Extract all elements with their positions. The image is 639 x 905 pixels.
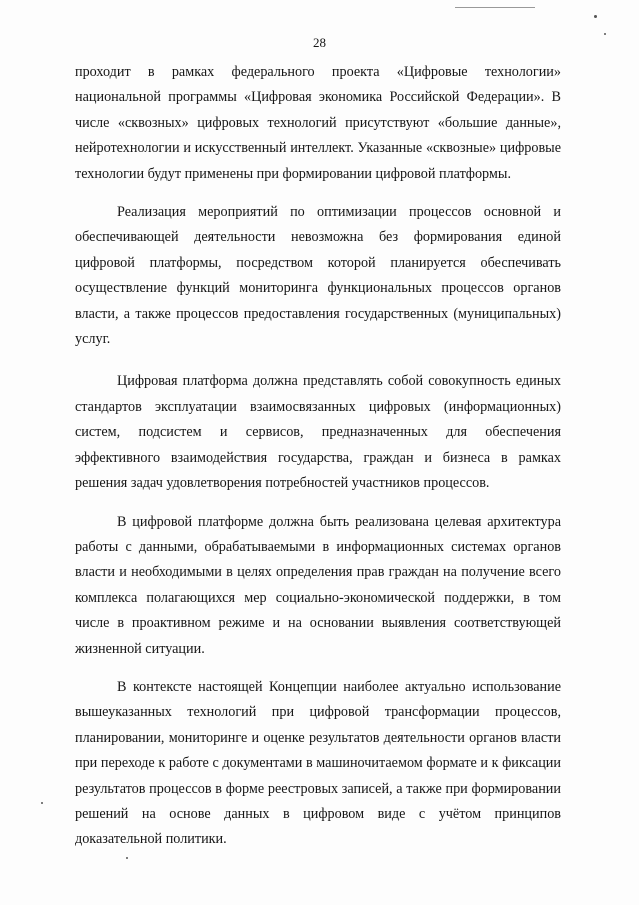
document-body (75, 60, 561, 853)
scan-mark-top (455, 7, 535, 8)
paragraph-1-continuation: проходит в рамках федерального проекта «Цифровые технологии» национальной программы «Цифровая экономика Российской Федерации». В числе «сквозных» цифровых технологий присутствуют «большие данные», нейротехнологии и искусственный интеллект. Указанные «сквозные» цифровые технологии будут применены при формировании цифровой платформы. (75, 64, 561, 182)
paragraph-5: В контексте настоящей Концепции наиболее актуально использование вышеуказанных технологий при цифровой трансформации процессов, планировании, мониторинге и оценке результатов деятельности органов власти при переходе к работе с документами в машиночитаемом формате и к фиксации результатов процессов в форме реестровых записей, а также при формировании решений на основе данных в цифровом виде с учётом принципов доказательной политики. (75, 678, 561, 848)
scan-speck-top-right (594, 15, 597, 18)
scan-speck-left (41, 802, 43, 804)
scan-speck-right (604, 33, 606, 35)
page-number: 28 (313, 35, 326, 50)
paragraph-2: Реализация мероприятий по оптимизации процессов основной и обеспечивающей деятельности невозможна без формирования единой цифровой платформы, посредством которой планируется обеспечивать осуществление функций мониторинга функциональных процессов органов власти, а также процессов предоставления государственных (муниципальных) услуг. (75, 204, 561, 348)
paragraph-4: В цифровой платформе должна быть реализована целевая архитектура работы с данными, обрабатываемыми в информационных системах органов власти и необходимыми в целях определения прав граждан на получение всего комплекса полагающихся мер социально-экономической поддержки, в том числе в проактивном режиме и на основании выявления соответствующей жизненной ситуации. (75, 513, 561, 657)
scan-speck-bottom (126, 857, 128, 859)
paragraph-3: Цифровая платформа должна представлять собой совокупность единых стандартов эксплуатации взаимосвязанных цифровых (информационных) систем, подсистем и сервисов, предназначенных для обеспечения эффективного взаимодействия государства, граждан и бизнеса в рамках решения задач удовлетворения потребностей участников процессов. (75, 373, 561, 492)
